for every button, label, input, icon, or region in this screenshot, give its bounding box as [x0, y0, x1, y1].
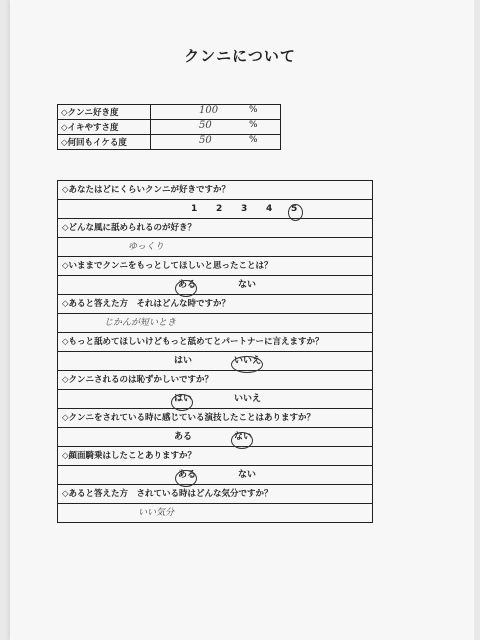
- question-label: ◇いままでクンニをもっとしてほしいと思ったことは？: [58, 257, 372, 276]
- summary-row: [58, 120, 281, 135]
- summary-label: ◇クンニ好き度: [58, 105, 151, 120]
- summary-unit: %: [249, 120, 258, 130]
- page-title: クンニについて: [184, 47, 296, 65]
- choice-option[interactable]: いいえ: [234, 394, 262, 404]
- choice-option[interactable]: ない: [238, 280, 257, 290]
- choice-option-selected[interactable]: [178, 279, 196, 291]
- selection-circle: [171, 394, 193, 411]
- summary-label: ◇何回もイケる度: [58, 135, 151, 150]
- rating-option[interactable]: 1: [191, 204, 198, 214]
- handwritten-answer[interactable]: じかんが短いとき: [104, 318, 177, 328]
- summary-value: 50: [199, 135, 212, 146]
- choice-option-selected[interactable]: [234, 355, 261, 367]
- summary-row: [58, 105, 281, 120]
- handwritten-answer[interactable]: いい気分: [138, 508, 175, 518]
- summary-value: 50: [199, 120, 212, 131]
- choice-option-selected[interactable]: [174, 393, 192, 405]
- rating-option[interactable]: 4: [266, 204, 273, 214]
- question-label: ◇あると答えた方 されている時はどんな気分ですか？: [58, 485, 372, 504]
- question-label: ◇クンニをされている時に感じている演技したことはありますか？: [58, 409, 372, 428]
- choice-option[interactable]: ある: [174, 432, 193, 442]
- survey-form: [57, 180, 373, 523]
- selection-circle: [288, 204, 303, 221]
- choice-option-label: はい: [174, 394, 193, 404]
- question-label: ◇もっと舐めてほしいけどもっと舐めてとパートナーに言えますか？: [58, 333, 372, 352]
- answer-row-choice: [58, 390, 372, 409]
- question-label: ◇クンニされるのは恥ずかしいですか？: [58, 371, 372, 390]
- summary-value-cell: [151, 120, 281, 135]
- rating-option[interactable]: 2: [216, 204, 223, 214]
- summary-value: 100: [199, 105, 219, 116]
- choice-option-label: ない: [234, 432, 253, 442]
- answer-row-choice: [58, 428, 372, 447]
- summary-value-cell: [151, 105, 281, 120]
- answer-row-choice: [58, 276, 372, 295]
- summary-unit: %: [249, 135, 258, 145]
- rating-option-selected[interactable]: [291, 203, 297, 215]
- choice-option[interactable]: ない: [238, 470, 257, 480]
- summary-table: [57, 104, 281, 150]
- answer-row-rating: [58, 200, 372, 219]
- question-label: ◇あると答えた方 それはどんな時ですか？: [58, 295, 372, 314]
- answer-row-text: [58, 504, 372, 523]
- selection-circle: [231, 356, 263, 373]
- answer-row-choice: [58, 466, 372, 485]
- choice-option-label: いいえ: [234, 356, 262, 366]
- question-label: ◇顔面騎乗はしたことありますか？: [58, 447, 372, 466]
- handwritten-answer[interactable]: ゆっくり: [128, 242, 164, 252]
- answer-row-text: [58, 314, 372, 333]
- choice-option[interactable]: はい: [174, 356, 193, 366]
- rating-option[interactable]: 3: [241, 204, 248, 214]
- summary-row: [58, 135, 281, 150]
- choice-option-selected[interactable]: [178, 469, 196, 481]
- answer-row-text: [58, 238, 372, 257]
- selection-circle: [175, 280, 197, 297]
- choice-option-selected[interactable]: [234, 431, 252, 443]
- choice-option-label: ある: [178, 470, 197, 480]
- selection-circle: [175, 470, 197, 487]
- question-label: ◇あなたはどにくらいクンニが好きですか？: [58, 181, 372, 200]
- choice-option-label: ある: [178, 280, 197, 290]
- answer-row-choice: [58, 352, 372, 371]
- question-label: ◇どんな風に舐められるのが好き？: [58, 219, 372, 238]
- rating-option-label: 5: [291, 204, 298, 214]
- summary-label: ◇イキやすさ度: [58, 120, 151, 135]
- summary-unit: %: [249, 105, 258, 115]
- summary-value-cell: [151, 135, 281, 150]
- selection-circle: [231, 432, 253, 449]
